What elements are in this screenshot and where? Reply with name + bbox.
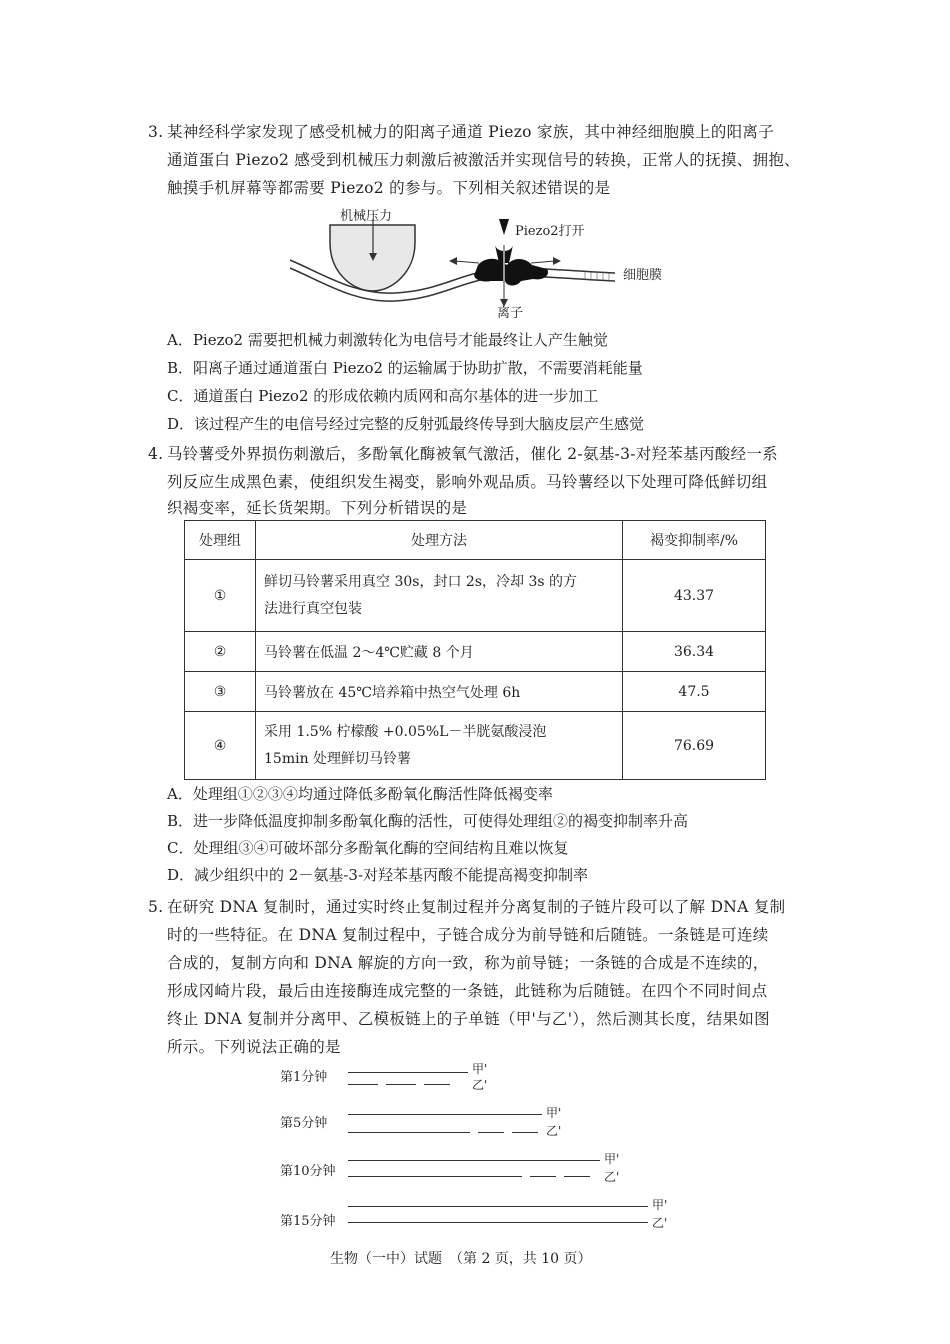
jia-label: 甲' <box>546 1106 562 1120</box>
jia-strand-5 <box>348 1114 542 1115</box>
yi-label: 乙' <box>604 1170 620 1184</box>
q5-line-5: 终止 DNA 复制并分离甲、乙模板链上的子单链（甲'与乙'），然后测其长度，结果如图 <box>167 1010 770 1028</box>
method-line: 马铃薯放在 45℃培养箱中热空气处理 6h <box>264 684 521 701</box>
q4-line-1: 马铃薯受外界损伤刺激后，多酚氧化酶被氧气激活，催化 2-氨基-3-对羟苯基丙酸经一系 <box>167 445 778 463</box>
method-line: 采用 1.5% 柠檬酸 +0.05%L－半胱氨酸浸泡 <box>264 723 547 740</box>
q3-option-c: C．通道蛋白 Piezo2 的形成依赖内质网和高尔基体的进一步加工 <box>167 387 599 405</box>
q4-option-b: B．进一步降低温度抑制多酚氧化酶的活性，可使得处理组②的褐变抑制率升高 <box>167 812 689 830</box>
q5-number: 5. <box>148 898 164 916</box>
header-rate: 褐变抑制率/% <box>623 521 766 560</box>
jia-strand-1 <box>348 1072 468 1073</box>
q4-option-a: A．处理组①②③④均通过降低多酚氧化酶活性降低褐变率 <box>167 785 553 803</box>
yi-fragment <box>348 1176 522 1177</box>
row-group: ② <box>185 632 256 672</box>
q4-line-3: 织褐变率，延长货架期。下列分析错误的是 <box>167 499 468 517</box>
yi-fragment <box>512 1132 538 1133</box>
q5-line-2: 时的一些特征。在 DNA 复制过程中，子链合成分为前导链和后随链。一条链是可连续 <box>167 926 769 944</box>
yi-strand-15 <box>348 1222 648 1223</box>
jia-label: 甲' <box>604 1152 620 1166</box>
row-method <box>256 632 623 672</box>
treatment-table <box>184 520 766 780</box>
ion-label: 离子 <box>497 306 524 321</box>
row-rate: 47.5 <box>623 672 766 712</box>
q4-number: 4. <box>148 445 164 463</box>
jia-strand-15 <box>348 1206 648 1207</box>
jia-strand-10 <box>348 1160 600 1161</box>
q3-line-1: 某神经科学家发现了感受机械力的阳离子通道 Piezo 家族，其中神经细胞膜上的阳离子 <box>167 123 775 141</box>
row-rate: 76.69 <box>623 712 766 780</box>
q3-option-b: B．阳离子通过通道蛋白 Piezo2 的运输属于协助扩散，不需要消耗能量 <box>167 359 643 377</box>
method-line: 15min 处理鲜切马铃薯 <box>264 750 412 767</box>
row-method <box>256 560 623 632</box>
jia-label: 甲' <box>652 1198 668 1212</box>
yi-fragment <box>530 1176 556 1177</box>
time-label-15: 第15分钟 <box>280 1214 336 1229</box>
yi-fragment <box>348 1132 470 1133</box>
row-group: ③ <box>185 672 256 712</box>
q3-line-2: 通道蛋白 Piezo2 感受到机械压力刺激后被激活并实现信号的转换，正常人的抚摸、拥抱、 <box>167 151 800 169</box>
q5-line-1: 在研究 DNA 复制时，通过实时终止复制过程并分离复制的子链片段可以了解 DNA 复制 <box>167 898 786 916</box>
header-method: 处理方法 <box>256 521 623 560</box>
q3-line-3: 触摸手机屏幕等都需要 Piezo2 的参与。下列相关叙述错误的是 <box>167 179 611 197</box>
table-row <box>185 632 766 672</box>
table-row <box>185 712 766 780</box>
method-line: 马铃薯在低温 2～4℃贮藏 8 个月 <box>264 644 474 661</box>
q3-option-a: A．Piezo2 需要把机械力刺激转化为电信号才能最终让人产生触觉 <box>167 331 608 349</box>
row-rate: 43.37 <box>623 560 766 632</box>
jia-label: 甲' <box>472 1062 488 1076</box>
q3-number: 3. <box>148 123 164 141</box>
yi-label: 乙' <box>472 1078 488 1092</box>
yi-fragment <box>478 1132 504 1133</box>
q5-line-6: 所示。下列说法正确的是 <box>167 1038 341 1056</box>
yi-fragment <box>386 1084 416 1085</box>
q4-option-d: D．减少组织中的 2－氨基-3-对羟苯基丙酸不能提高褐变抑制率 <box>167 866 589 884</box>
yi-fragment <box>348 1084 378 1085</box>
row-group: ① <box>185 560 256 632</box>
dna-replication-figure <box>280 1060 700 1235</box>
row-method <box>256 672 623 712</box>
method-line: 法进行真空包装 <box>264 600 362 617</box>
method-line: 鲜切马铃薯采用真空 30s，封口 2s，冷却 3s 的方 <box>264 573 577 590</box>
time-label-5: 第5分钟 <box>280 1116 328 1131</box>
q4-option-c: C．处理组③④可破坏部分多酚氧化酶的空间结构且难以恢复 <box>167 839 569 857</box>
header-group: 处理组 <box>185 521 256 560</box>
yi-label: 乙' <box>546 1124 562 1138</box>
time-label-10: 第10分钟 <box>280 1164 336 1179</box>
yi-fragment <box>564 1176 590 1177</box>
yi-label: 乙' <box>652 1216 668 1230</box>
table-header-row <box>185 521 766 560</box>
piezo2-open-label: Piezo2打开 <box>515 224 585 239</box>
table-row <box>185 672 766 712</box>
page-footer: 生物（一中）试题 （第 2 页，共 10 页） <box>330 1251 592 1267</box>
row-group: ④ <box>185 712 256 780</box>
q4-line-2: 列反应生成黑色素，使组织发生褐变，影响外观品质。马铃薯经以下处理可降低鲜切组 <box>167 473 768 491</box>
row-method <box>256 712 623 780</box>
q3-option-d: D．该过程产生的电信号经过完整的反射弧最终传导到大脑皮层产生感觉 <box>167 415 645 433</box>
table-row <box>185 560 766 632</box>
row-rate: 36.34 <box>623 632 766 672</box>
pressure-label: 机械压力 <box>340 209 393 224</box>
time-label-1: 第1分钟 <box>280 1070 328 1085</box>
membrane-label: 细胞膜 <box>623 268 663 283</box>
q5-line-4: 形成冈崎片段，最后由连接酶连成完整的一条链，此链称为后随链。在四个不同时间点 <box>167 982 768 1000</box>
q5-line-3: 合成的，复制方向和 DNA 解旋的方向一致，称为前导链；一条链的合成是不连续的， <box>167 954 769 972</box>
yi-fragment <box>424 1084 450 1085</box>
